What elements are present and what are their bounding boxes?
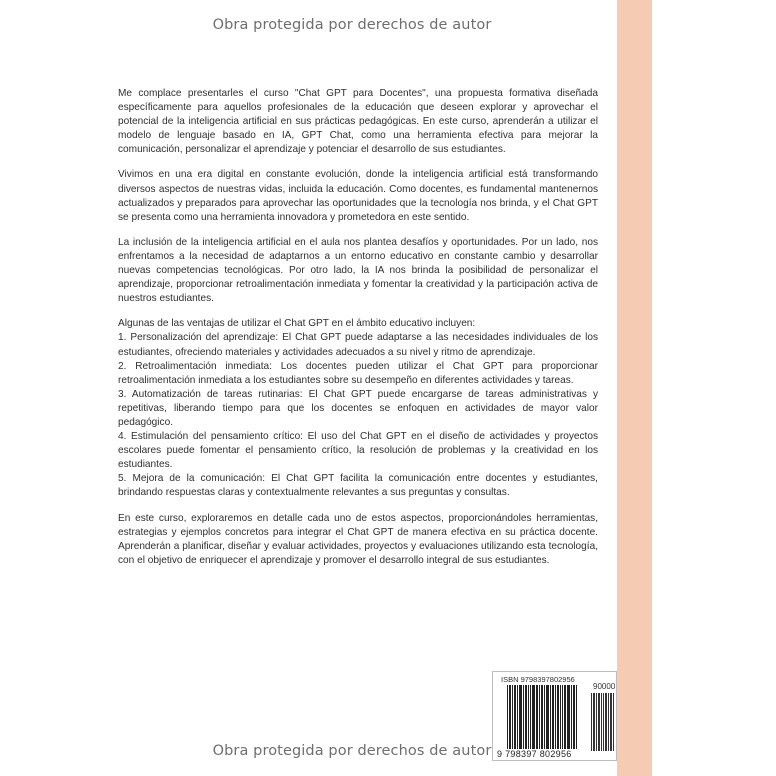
list-item: 3. Automatización de tareas rutinarias: El Chat GPT puede encargarse de tareas administrativas y repetitivas, liberando tiempo para que los docentes se enfoquen en actividades de mayor valor pedagógico. (118, 388, 598, 428)
isbn-label: ISBN 9798397802956 (501, 675, 575, 684)
paragraph-closing: En este curso, exploraremos en detalle cada uno de estos aspectos, proporcionándoles herramientas, estrategias y ejemplos concretos para integrar el Chat GPT de manera efectiva en su práctica docente. Aprenderán a planificar, diseñar y evaluar actividades, proyectos y evaluaciones utilizando esta tecnología, con el objetivo de enriquecer el aprendizaje y promover el desarrollo integral de sus estudiantes. (118, 512, 598, 566)
copyright-watermark-top: Obra protegida por derechos de autor (212, 17, 492, 33)
list-item: 2. Retroalimentación inmediata: Los docentes pueden utilizar el Chat GPT para proporcionar retroalimentación inmediata a los estudiantes sobre su desempeño en diferentes actividades y tareas. (118, 360, 598, 386)
list-item: 1. Personalización del aprendizaje: El Chat GPT puede adaptarse a las necesidades individuales de los estudiantes, ofreciendo materiales y actividades adecuados a su nivel y ritmo de aprendizaje. (118, 332, 598, 358)
isbn-digits: 9 798397 802956 (497, 749, 572, 759)
copyright-watermark-bottom: Obra protegida por derechos de autor (212, 743, 492, 759)
list-item: 4. Estimulación del pensamiento crítico: El uso del Chat GPT en el diseño de actividades y proyectos escolares puede fomentar el pensamiento crítico, la resolución de problemas y la creatividad en los estudiantes. (118, 431, 598, 471)
barcode-bars (507, 685, 578, 749)
back-cover-text (118, 87, 598, 579)
paragraph-intro: Me complace presentarles el curso "Chat GPT para Docentes", una propuesta formativa diseñada específicamente para aquellos profesionales de la educación que deseen explorar y aprovechar el potencial de la inteligencia artificial en sus prácticas pedagógicas. En este curso, aprenderán a utilizar el modelo de lenguaje basado en IA, GPT Chat, como una herramienta efectiva para mejorar la comunicación, personalizar el aprendizaje y potenciar el desarrollo de sus estudiantes. (118, 88, 598, 156)
paragraph-digital-era: Vivimos en una era digital en constante evolución, donde la inteligencia artificial está transformando diversos aspectos de nuestras vidas, incluida la educación. Como docentes, es fundamental mantenernos actualizados y preparados para aprovechar las oportunidades que la tecnología nos brinda, y el Chat GPT se presenta como una herramienta innovadora y prometedora en este sentido. (118, 169, 598, 223)
list-intro: Algunas de las ventajas de utilizar el Chat GPT en el ámbito educativo incluyen: (118, 318, 476, 330)
cover-spine-band (617, 0, 652, 776)
paragraph-inclusion: La inclusión de la inteligencia artificial en el aula nos plantea desafíos y oportunidades. Por un lado, nos enfrentamos a la necesidad de adaptarnos a un entorno educativo en constante cambio y desarrollar nuevas competencias tecnológicas. Por otro lado, la IA nos brinda la posibilidad de personalizar el aprendizaje, proporcionar retroalimentación inmediata y fomentar la creatividad y la participación activa de nuestros estudiantes. (118, 236, 598, 305)
list-item: 5. Mejora de la comunicación: El Chat GPT facilita la comunicación entre docentes y estudiantes, brindando respuestas claras y contextualmente relevantes a sus preguntas y consultas. (118, 473, 598, 499)
advantages-list (118, 317, 598, 500)
price-addon-label: 90000 (593, 682, 616, 691)
